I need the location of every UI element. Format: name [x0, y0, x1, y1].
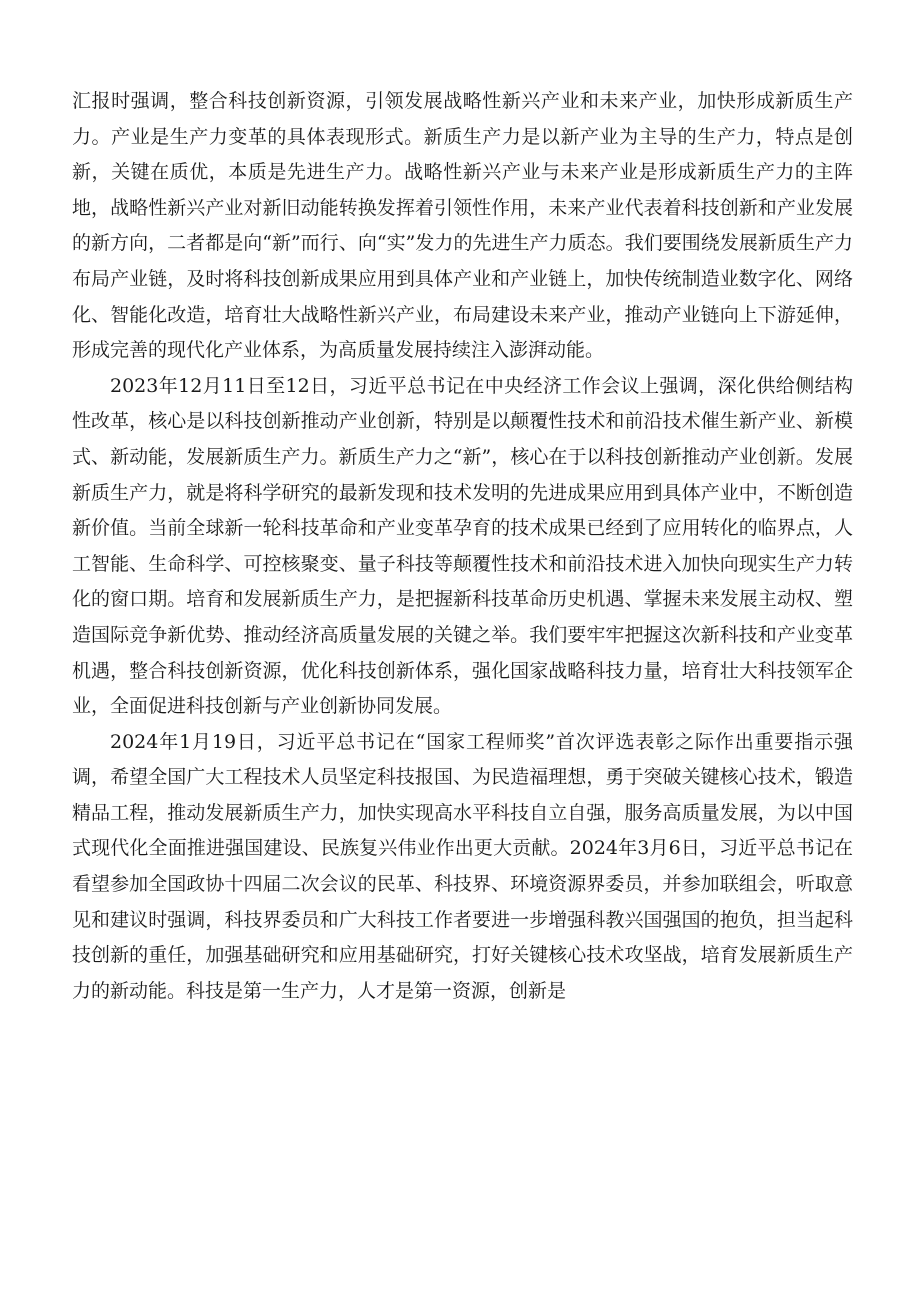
document-body [72, 84, 853, 1009]
paragraph-2023-conference: 2023年12月11日至12日，习近平总书记在中央经济工作会议上强调，深化供给侧结构性改革，核心是以科技创新推动产业创新，特别是以颠覆性技术和前沿技术催生新产业、新模式、新动能，发展新质生产力。新质生产力之“新”，核心在于以科技创新推动产业创新。发展新质生产力，就是将科学研究的最新发现和技术发明的先进成果应用到具体产业中，不断创造新价值。当前全球新一轮科技革命和产业变革孕育的技术成果已经到了应用转化的临界点，人工智能、生命科学、可控核聚变、量子科技等颠覆性技术和前沿技术进入加快向现实生产力转化的窗口期。培育和发展新质生产力，是把握新科技革命历史机遇、掌握未来发展主动权、塑造国际竞争新优势、推动经济高质量发展的关键之举。我们要牢牢把握这次新科技和产业变革机遇，整合科技创新资源，优化科技创新体系，强化国家战略科技力量，培育壮大科技领军企业，全面促进科技创新与产业创新协同发展。 [72, 374, 853, 718]
paragraph-2024-engineer-award: 2024年1月19日，习近平总书记在“国家工程师奖”首次评选表彰之际作出重要指示强调，希望全国广大工程技术人员坚定科技报国、为民造福理想，勇于突破关键核心技术，锻造精品工程，推动发展新质生产力，加快实现高水平科技自立自强，服务高质量发展，为以中国式现代化全面推进强国建设、民族复兴伟业作出更大贡献。2024年3月6日，习近平总书记在看望参加全国政协十四届二次会议的民革、科技界、环境资源界委员，并参加联组会，听取意见和建议时强调，科技界委员和广大科技工作者要进一步增强科教兴国强国的抱负，担当起科技创新的重任，加强基础研究和应用基础研究，打好关键核心技术攻坚战，培育发展新质生产力的新动能。科技是第一生产力，人才是第一资源，创新是 [72, 730, 853, 1002]
paragraph-continuation: 汇报时强调，整合科技创新资源，引领发展战略性新兴产业和未来产业，加快形成新质生产力。产业是生产力变革的具体表现形式。新质生产力是以新产业为主导的生产力，特点是创新，关键在质优，本质是先进生产力。战略性新兴产业与未来产业是形成新质生产力的主阵地，战略性新兴产业对新旧动能转换发挥着引领性作用，未来产业代表着科技创新和产业发展的新方向，二者都是向“新”而行、向“实”发力的先进生产力质态。我们要围绕发展新质生产力布局产业链，及时将科技创新成果应用到具体产业和产业链上，加快传统制造业数字化、网络化、智能化改造，培育壮大战略性新兴产业，布局建设未来产业，推动产业链向上下游延伸，形成完善的现代化产业体系，为高质量发展持续注入澎湃动能。 [72, 90, 853, 362]
